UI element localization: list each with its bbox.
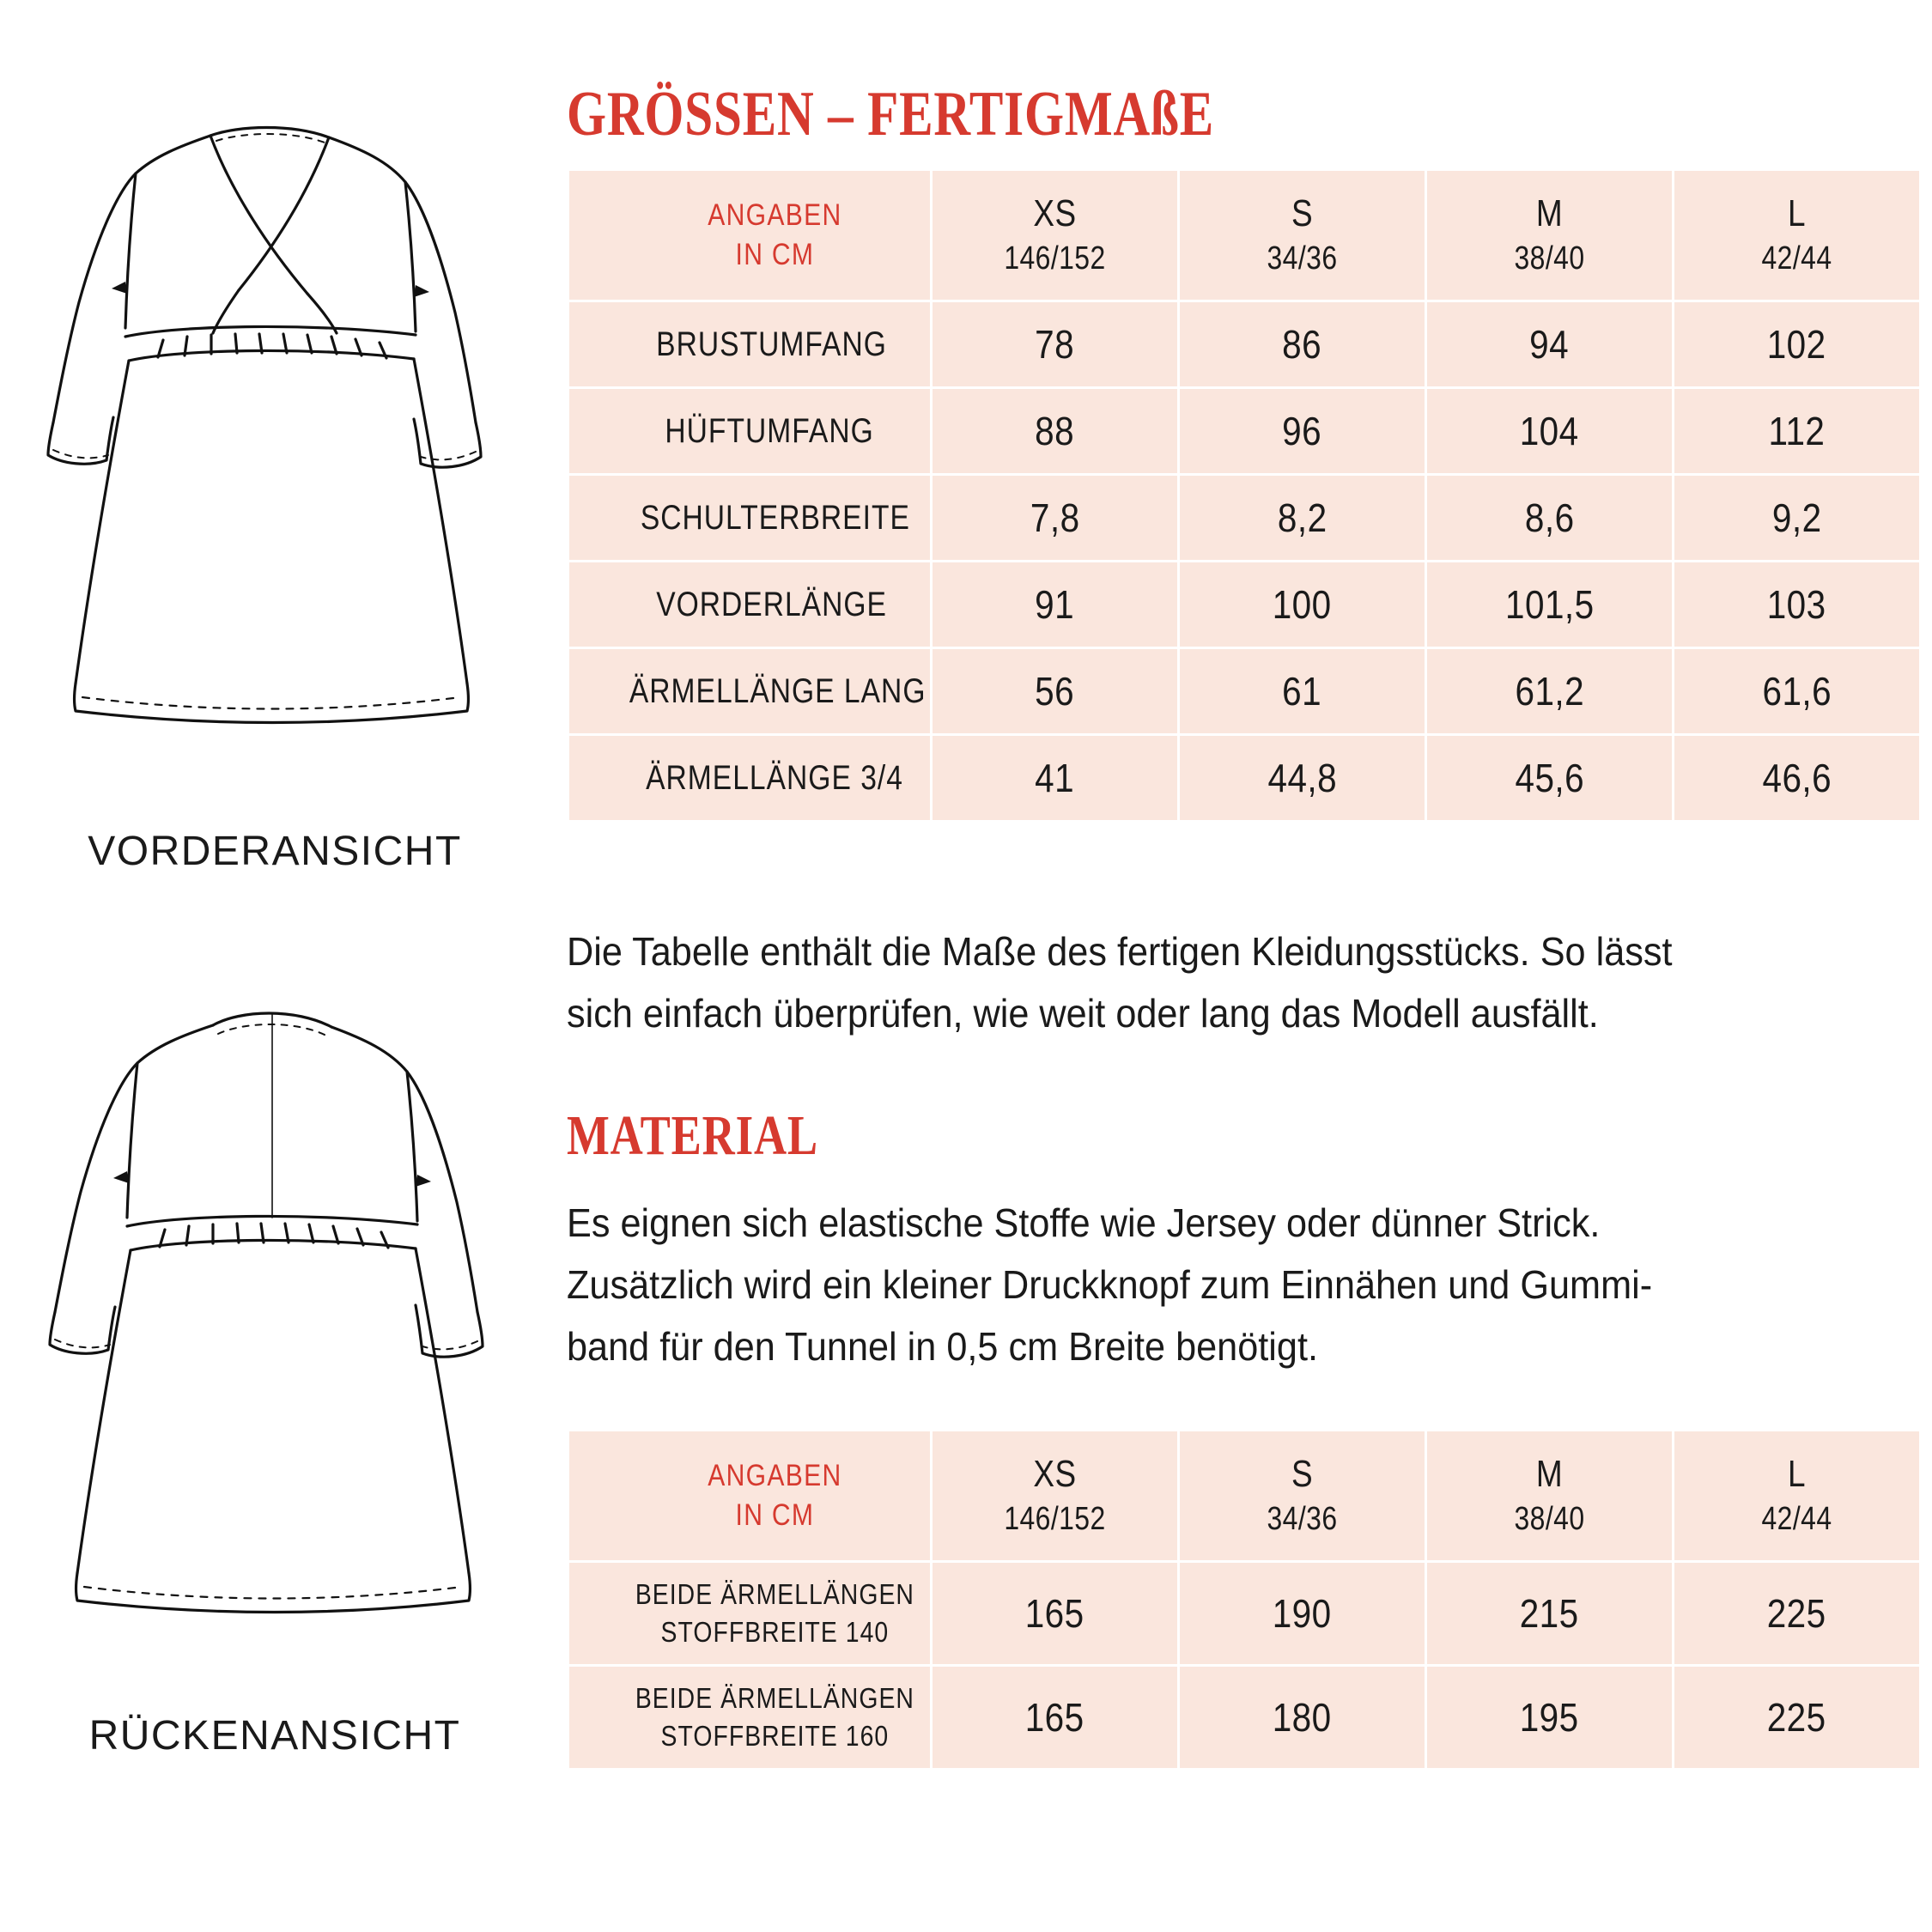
cell-hueftumfang-xs: 88 xyxy=(933,389,1177,473)
size-label-l: L xyxy=(1788,1453,1806,1495)
size-label-xs: XS xyxy=(1033,192,1077,234)
cell-aermellaenge-34-m: 45,6 xyxy=(1427,736,1672,820)
row-label-hueftumfang: HÜFTUMFANG xyxy=(569,389,930,473)
size-label-m: M xyxy=(1535,1453,1564,1495)
table-row xyxy=(569,736,1919,820)
cell-aermellaenge-lang-s: 61 xyxy=(1180,649,1425,733)
column-header-l xyxy=(1674,171,1919,300)
size-range-l: 42/44 xyxy=(1761,1501,1832,1537)
fabric-requirements-table xyxy=(567,1429,1922,1771)
row-label-brustumfang: BRUSTUMFANG xyxy=(569,302,930,386)
content-column xyxy=(567,0,1932,1932)
table-row xyxy=(569,649,1919,733)
unit-label-line2: IN CM xyxy=(735,1498,815,1532)
size-label-s: S xyxy=(1291,1453,1314,1495)
cell-vorderlaenge-l: 103 xyxy=(1674,562,1919,647)
row-label-aermellaenge-34: ÄRMELLÄNGE 3/4 xyxy=(569,736,930,820)
cell-brustumfang-l: 102 xyxy=(1674,302,1919,386)
table-header-row xyxy=(569,1431,1919,1560)
page-title-material: MATERIAL xyxy=(567,1104,818,1167)
unit-label-line2: IN CM xyxy=(735,238,815,271)
size-range-s: 34/36 xyxy=(1267,1501,1338,1537)
cell-aermellaenge-lang-xs: 56 xyxy=(933,649,1177,733)
front-view-figure xyxy=(0,103,550,875)
cell-stoffbreite-160-s: 180 xyxy=(1180,1667,1425,1768)
unit-label-line1: ANGABEN xyxy=(708,198,842,232)
cell-aermellaenge-lang-l: 61,6 xyxy=(1674,649,1919,733)
cell-stoffbreite-140-xs: 165 xyxy=(933,1563,1177,1664)
size-range-l: 42/44 xyxy=(1761,240,1832,276)
row-label-vorderlaenge: VORDERLÄNGE xyxy=(569,562,930,647)
front-view-caption: VORDERANSICHT xyxy=(88,829,462,874)
cell-vorderlaenge-m: 101,5 xyxy=(1427,562,1672,647)
unit-label-line1: ANGABEN xyxy=(708,1459,842,1492)
cell-aermellaenge-34-xs: 41 xyxy=(933,736,1177,820)
size-label-m: M xyxy=(1535,192,1564,234)
size-label-s: S xyxy=(1291,192,1314,234)
material-paragraph-line3: band für den Tunnel in 0,5 cm Breite benötigt. xyxy=(567,1324,1318,1369)
cell-stoffbreite-160-m: 195 xyxy=(1427,1667,1672,1768)
row-label-line2: STOFFBREITE 160 xyxy=(660,1720,890,1752)
table-row xyxy=(569,562,1919,647)
table-row xyxy=(569,302,1919,386)
column-header-s xyxy=(1180,1431,1425,1560)
material-paragraph-line2: Zusätzlich wird ein kleiner Druckknopf zum Einnähen und Gummi- xyxy=(567,1262,1653,1307)
material-description-paragraph xyxy=(567,1192,1919,1377)
dress-back-technical-drawing-icon xyxy=(34,987,515,1700)
cell-stoffbreite-160-l: 225 xyxy=(1674,1667,1919,1768)
table-row xyxy=(569,1667,1919,1768)
back-view-figure xyxy=(0,987,550,1759)
size-range-m: 38/40 xyxy=(1514,1501,1585,1537)
illustration-column xyxy=(0,0,550,1932)
cell-brustumfang-s: 86 xyxy=(1180,302,1425,386)
size-label-l: L xyxy=(1788,192,1806,234)
column-header-l xyxy=(1674,1431,1919,1560)
table-row xyxy=(569,476,1919,560)
column-header-s xyxy=(1180,171,1425,300)
cell-schulterbreite-xs: 7,8 xyxy=(933,476,1177,560)
cell-schulterbreite-m: 8,6 xyxy=(1427,476,1672,560)
table-row xyxy=(569,389,1919,473)
cell-aermellaenge-34-l: 46,6 xyxy=(1674,736,1919,820)
row-label-line1: BEIDE ÄRMELLÄNGEN xyxy=(635,1578,914,1610)
material-paragraph-line1: Es eignen sich elastische Stoffe wie Jersey oder dünner Strick. xyxy=(567,1200,1601,1245)
cell-vorderlaenge-xs: 91 xyxy=(933,562,1177,647)
cell-brustumfang-xs: 78 xyxy=(933,302,1177,386)
cell-hueftumfang-m: 104 xyxy=(1427,389,1672,473)
size-range-m: 38/40 xyxy=(1514,240,1585,276)
unit-label-cell xyxy=(569,1431,930,1560)
finished-measurements-table xyxy=(567,168,1922,823)
size-range-xs: 146/152 xyxy=(1004,1501,1106,1537)
cell-vorderlaenge-s: 100 xyxy=(1180,562,1425,647)
size-range-s: 34/36 xyxy=(1267,240,1338,276)
cell-schulterbreite-l: 9,2 xyxy=(1674,476,1919,560)
sizes-description-paragraph xyxy=(567,920,1919,1044)
column-header-xs xyxy=(933,171,1177,300)
column-header-xs xyxy=(933,1431,1177,1560)
sizes-paragraph-line1: Die Tabelle enthält die Maße des fertigen Kleidungsstücks. So lässt xyxy=(567,929,1673,974)
size-range-xs: 146/152 xyxy=(1004,240,1106,276)
page-title-sizes: GRÖSSEN – FERTIGMAßE xyxy=(567,79,1215,149)
column-header-m xyxy=(1427,171,1672,300)
unit-label-cell xyxy=(569,171,930,300)
size-label-xs: XS xyxy=(1033,1453,1077,1495)
back-view-caption: RÜCKENANSICHT xyxy=(88,1713,461,1759)
cell-schulterbreite-s: 8,2 xyxy=(1180,476,1425,560)
sizes-paragraph-line2: sich einfach überprüfen, wie weit oder lang das Modell ausfällt. xyxy=(567,991,1599,1036)
cell-aermellaenge-lang-m: 61,2 xyxy=(1427,649,1672,733)
table-row xyxy=(569,1563,1919,1664)
column-header-m xyxy=(1427,1431,1672,1560)
cell-stoffbreite-160-xs: 165 xyxy=(933,1667,1177,1768)
dress-front-technical-drawing-icon xyxy=(34,103,515,816)
cell-aermellaenge-34-s: 44,8 xyxy=(1180,736,1425,820)
cell-brustumfang-m: 94 xyxy=(1427,302,1672,386)
cell-stoffbreite-140-s: 190 xyxy=(1180,1563,1425,1664)
row-label-stoffbreite-160 xyxy=(569,1667,930,1768)
cell-stoffbreite-140-l: 225 xyxy=(1674,1563,1919,1664)
table-header-row xyxy=(569,171,1919,300)
row-label-line1: BEIDE ÄRMELLÄNGEN xyxy=(635,1682,914,1714)
row-label-aermellaenge-lang: ÄRMELLÄNGE LANG xyxy=(569,649,930,733)
row-label-line2: STOFFBREITE 140 xyxy=(660,1616,890,1648)
row-label-stoffbreite-140 xyxy=(569,1563,930,1664)
cell-stoffbreite-140-m: 215 xyxy=(1427,1563,1672,1664)
cell-hueftumfang-s: 96 xyxy=(1180,389,1425,473)
row-label-schulterbreite: SCHULTERBREITE xyxy=(569,476,930,560)
cell-hueftumfang-l: 112 xyxy=(1674,389,1919,473)
